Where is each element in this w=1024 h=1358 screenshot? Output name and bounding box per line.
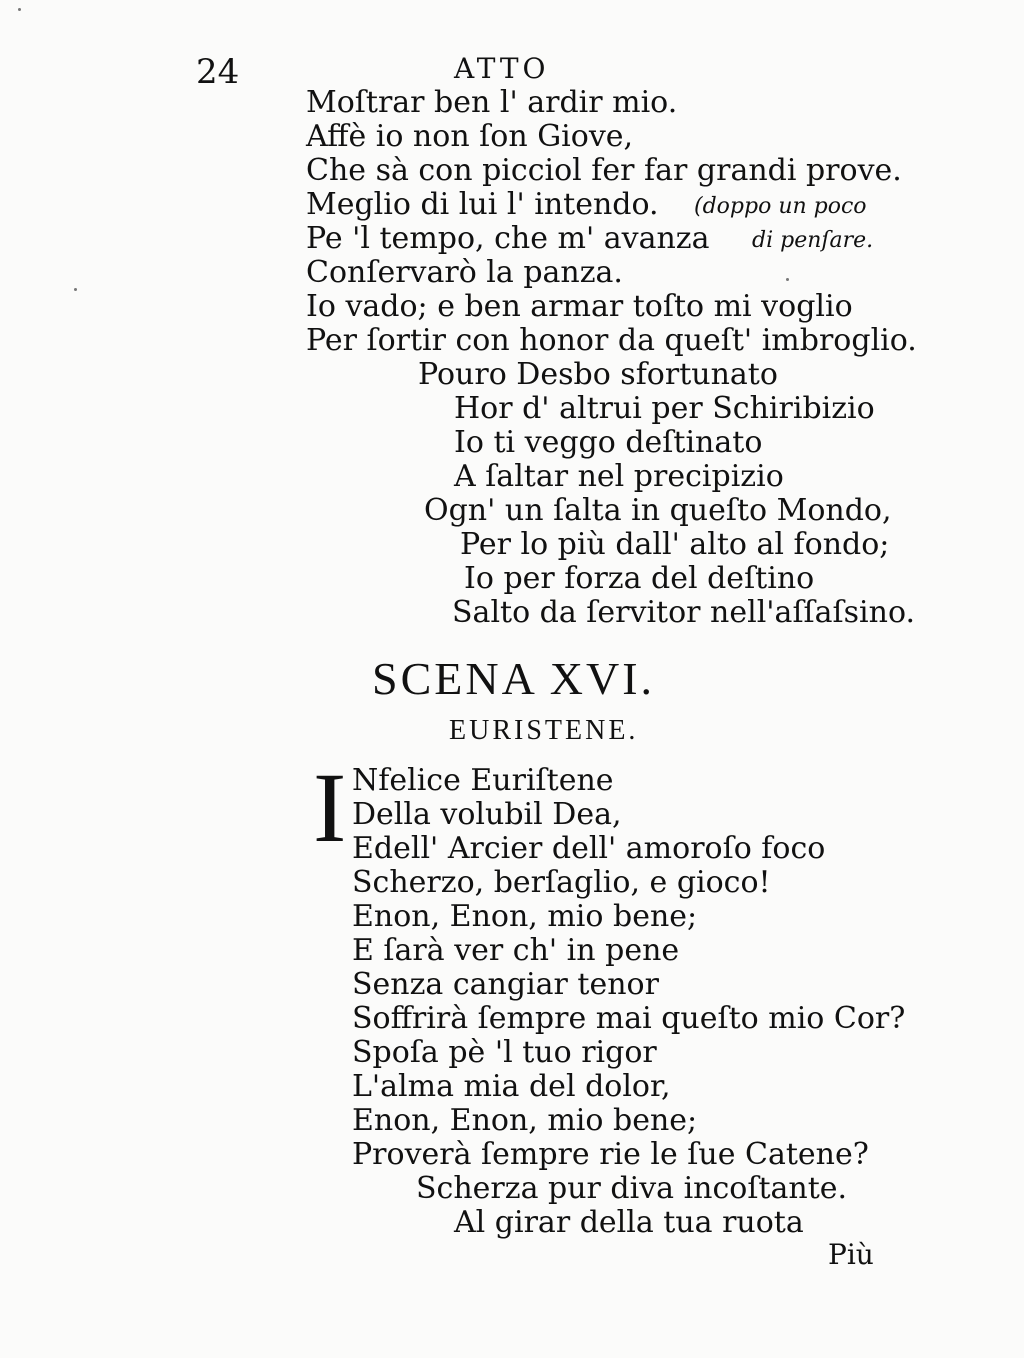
verse-line: E ſarà ver ch' in pene bbox=[352, 933, 680, 968]
stage-direction: (doppo un poco bbox=[694, 194, 867, 219]
verse-line: Proverà ſempre rie le ſue Catene? bbox=[352, 1137, 869, 1172]
page-number: 24 bbox=[196, 52, 240, 92]
verse-line: Che sà con picciol fer far grandi prove. bbox=[306, 153, 902, 188]
verse-line: Moſtrar ben l' ardir mio. bbox=[306, 85, 678, 120]
verse-line: Io vado; e ben armar toſto mi voglio bbox=[306, 289, 853, 324]
verse-line: Meglio di lui l' intendo. bbox=[306, 187, 659, 222]
verse-line: Della volubil Dea, bbox=[352, 797, 622, 832]
verse-line: A ſaltar nel precipizio bbox=[454, 459, 784, 494]
verse-line: Nfelice Euriſtene bbox=[352, 763, 614, 798]
verse-line: Salto da ſervitor nell'aſſaſsino. bbox=[452, 595, 916, 630]
paper-speck bbox=[18, 8, 21, 11]
drop-capital: I bbox=[313, 752, 347, 863]
catchword: Più bbox=[828, 1238, 874, 1271]
verse-line: Scherzo, berſaglio, e gioco! bbox=[352, 865, 771, 900]
verse-line: Senza cangiar tenor bbox=[352, 967, 659, 1002]
verse-line: Hor d' altrui per Schiribizio bbox=[454, 391, 875, 426]
verse-line: Pouro Desbo sfortunato bbox=[418, 357, 778, 392]
verse-line: Conſervarò la panza. bbox=[306, 255, 623, 290]
verse-line: Spoſa pè 'l tuo rigor bbox=[352, 1035, 657, 1070]
stage-direction: di penſare. bbox=[752, 228, 874, 253]
verse-line: Ogn' un ſalta in queſto Mondo, bbox=[424, 493, 892, 528]
verse-line: L'alma mia del dolor, bbox=[352, 1069, 671, 1104]
running-title: ATTO bbox=[454, 52, 550, 85]
verse-line: Al girar della tua ruota bbox=[454, 1205, 804, 1240]
verse-line: Edell' Arcier dell' amoroſo foco bbox=[352, 831, 826, 866]
verse-line: Soffrirà ſempre mai queſto mio Cor? bbox=[352, 1001, 906, 1036]
verse-line: Pe 'l tempo, che m' avanza bbox=[306, 221, 710, 256]
paper-speck bbox=[74, 288, 77, 291]
speaker-name: EURISTENE. bbox=[449, 715, 639, 746]
verse-line: Scherza pur diva incoſtante. bbox=[416, 1171, 848, 1206]
verse-line: Affè io non ſon Giove, bbox=[306, 119, 634, 154]
verse-line: Io ti veggo deſtinato bbox=[454, 425, 763, 460]
verse-line: Io per forza del deſtino bbox=[464, 561, 815, 596]
verse-line: Per ſortir con honor da queſt' imbroglio. bbox=[306, 323, 917, 358]
verse-line: Per lo più dall' alto al fondo; bbox=[460, 527, 890, 562]
paper-speck bbox=[786, 278, 789, 281]
verse-line: Enon, Enon, mio bene; bbox=[352, 899, 698, 934]
scene-heading: SCENA XVI. bbox=[372, 653, 656, 704]
verse-line: Enon, Enon, mio bene; bbox=[352, 1103, 698, 1138]
